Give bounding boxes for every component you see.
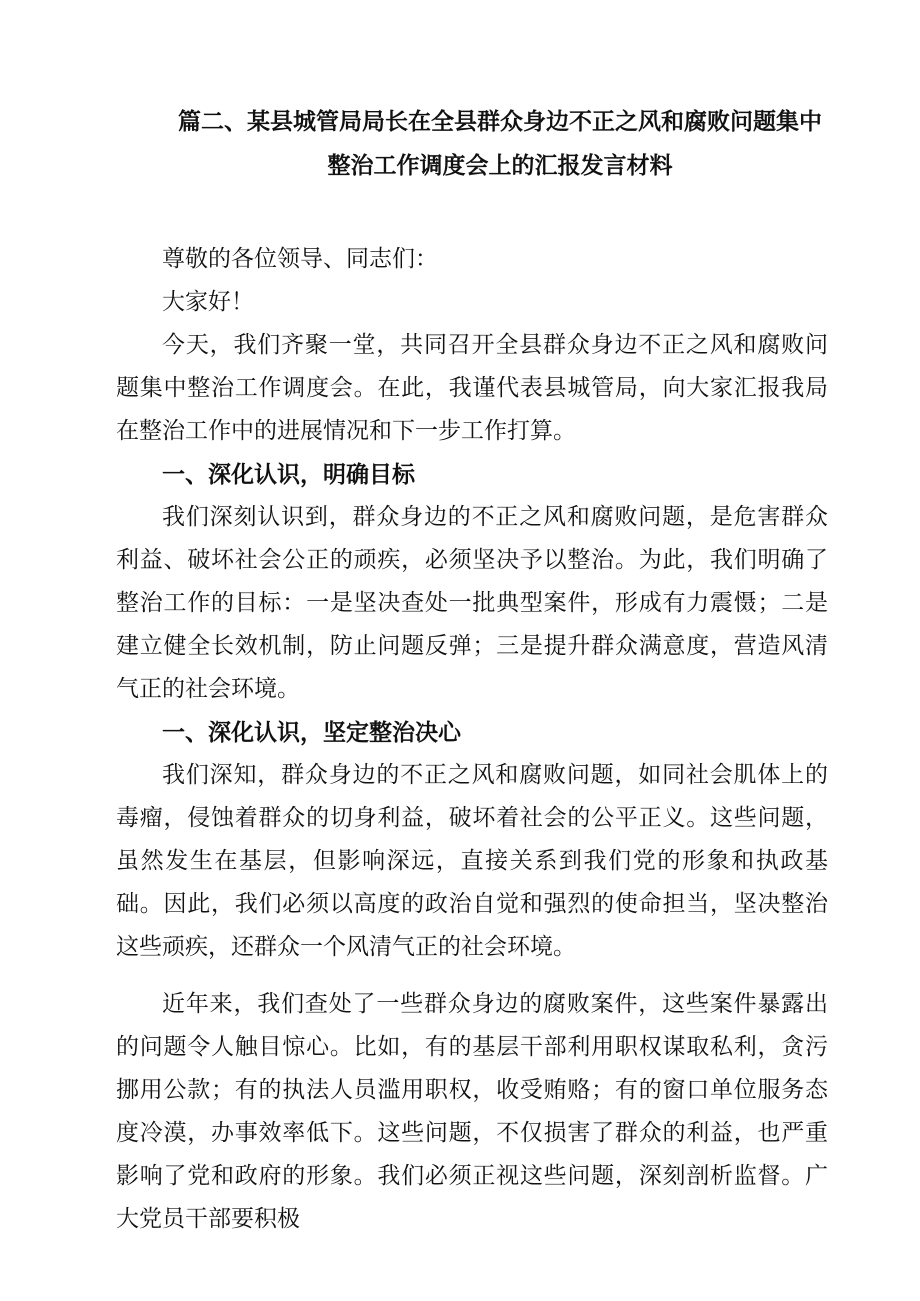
section-paragraph-2: 我们深知，群众身边的不正之风和腐败问题，如同社会肌体上的毒瘤，侵蚀着群众的切身利益，破坏着社会的公平正义。这些问题，虽然发生在基层，但影响深远，直接关系到我们党的形象和执政基础。因此，我们必须以高度的政治自觉和强烈的使命担当，坚决整治这些顽疾，还群众一个风清气正的社会环境。 [116,762,828,960]
section-paragraph-1: 我们深刻认识到，群众身边的不正之风和腐败问题，是危害群众利益、破坏社会公正的顽疾，必须坚决予以整治。为此，我们明确了整治工作的目标：一是坚决查处一批典型案件，形成有力震慑；二是建立健全长效机制，防止问题反弹；三是提升群众满意度，营造风清气正的社会环境。 [116,504,828,702]
document-title [150,100,850,188]
salutation: 尊敬的各位领导、同志们： [162,246,438,272]
document-body [116,238,828,1241]
greeting: 大家好！ [162,289,254,315]
section-heading-2: 一、深化认识，坚定整治决心 [162,719,461,746]
title-line-2: 整治工作调度会上的汇报发言材料 [327,152,673,179]
section-paragraph-3: 近年来，我们查处了一些群众身边的腐败案件，这些案件暴露出的问题令人触目惊心。比如，有的基层干部利用职权谋取私利，贪污挪用公款；有的执法人员滥用职权，收受贿赂；有的窗口单位服务态度冷漠，办事效率低下。这些问题，不仅损害了群众的利益，也严重影响了党和政府的形象。我们必须正视这些问题，深刻剖析监督。广大党员干部要积极 [116,991,828,1232]
section-heading-1: 一、深化认识，明确目标 [162,461,415,488]
opening-paragraph: 今天，我们齐聚一堂，共同召开全县群众身边不正之风和腐败问题集中整治工作调度会。在此，我谨代表县城管局，向大家汇报我局在整治工作中的进展情况和下一步工作打算。 [116,332,828,444]
title-line-1: 篇二、某县城管局局长在全县群众身边不正之风和腐败问题集中 [178,108,822,135]
